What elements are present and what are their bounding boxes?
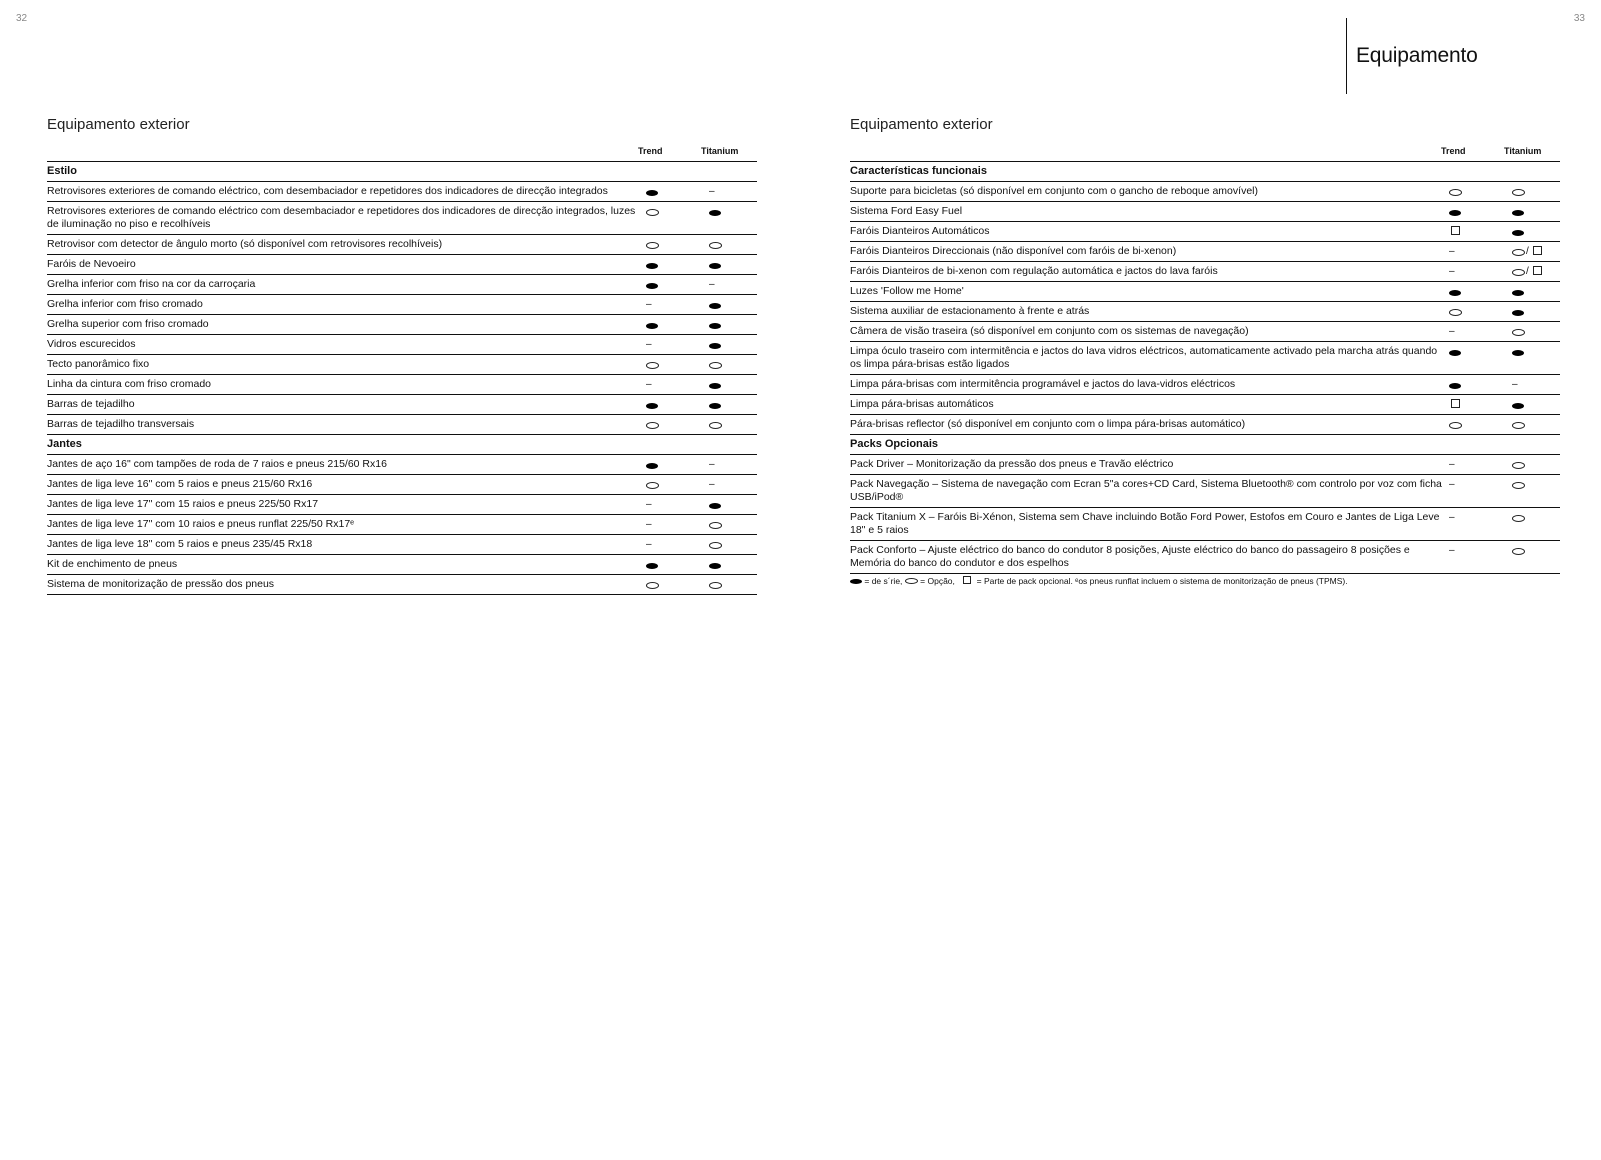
separator: / [1526, 266, 1529, 277]
outline-oval-icon [646, 422, 659, 429]
table-row [47, 255, 757, 275]
section-title: Equipamento exterior [850, 116, 993, 133]
table-row [850, 322, 1560, 342]
not-available-dash: – [646, 499, 652, 510]
equipment-table [47, 161, 757, 595]
not-available-dash: – [1449, 479, 1455, 490]
feature-label: Sistema auxiliar de estacionamento à frente e atrás [850, 302, 1448, 322]
titanium-availability [708, 395, 757, 415]
titanium-availability [708, 515, 757, 535]
table-row [850, 262, 1560, 282]
titanium-availability [708, 415, 757, 435]
table-row [47, 535, 757, 555]
trend-availability [1448, 222, 1511, 242]
page-number-right: 33 [1573, 13, 1585, 24]
filled-oval-icon [1512, 210, 1524, 216]
titanium-availability [1511, 242, 1560, 262]
table-row [47, 235, 757, 255]
outline-oval-icon [646, 209, 659, 216]
titanium-availability [1511, 322, 1560, 342]
outline-oval-icon [1512, 269, 1525, 276]
filled-oval-icon [709, 403, 721, 409]
outline-oval-icon [646, 482, 659, 489]
filled-oval-icon [646, 283, 658, 289]
feature-label: Suporte para bicicletas (só disponível em conjunto com o gancho de reboque amovível) [850, 182, 1448, 202]
titanium-availability [1511, 508, 1560, 541]
not-available-dash: – [709, 279, 715, 290]
titanium-availability [708, 202, 757, 235]
titanium-availability [708, 535, 757, 555]
feature-label: Limpa pára-brisas automáticos [850, 395, 1448, 415]
feature-label: Jantes de liga leve 17" com 10 raios e pneus runflat 225/50 Rx17ᵉ [47, 515, 645, 535]
filled-oval-icon [709, 263, 721, 269]
feature-label: Grelha inferior com friso cromado [47, 295, 645, 315]
titanium-availability [1511, 375, 1560, 395]
outline-oval-icon [1512, 249, 1525, 256]
table-row [47, 415, 757, 435]
feature-label: Faróis Dianteiros Direccionais (não disponível com faróis de bi-xenon) [850, 242, 1448, 262]
trend-availability [1448, 541, 1511, 574]
outline-oval-icon [709, 542, 722, 549]
titanium-availability [708, 555, 757, 575]
group-header-row [47, 162, 757, 182]
table-row [47, 275, 757, 295]
trend-availability [1448, 322, 1511, 342]
feature-label: Retrovisor com detector de ângulo morto (só disponível com retrovisores recolhíveis) [47, 235, 645, 255]
section-title: Equipamento exterior [47, 116, 190, 133]
filled-oval-icon [709, 563, 721, 569]
outline-oval-icon [1512, 462, 1525, 469]
feature-label: Grelha inferior com friso na cor da carroçaria [47, 275, 645, 295]
filled-oval-icon [1449, 210, 1461, 216]
chapter-title: Equipamento [1356, 44, 1478, 67]
group-header-row [850, 162, 1560, 182]
feature-label: Pára-brisas reflector (só disponível em conjunto com o limpa pára-brisas automático) [850, 415, 1448, 435]
outline-oval-icon [1512, 515, 1525, 522]
table-row [850, 282, 1560, 302]
feature-label: Jantes de liga leve 18" com 5 raios e pneus 235/45 Rx18 [47, 535, 645, 555]
filled-oval-icon [709, 323, 721, 329]
table-row [850, 202, 1560, 222]
filled-oval-icon [1512, 290, 1524, 296]
filled-oval-icon [646, 463, 658, 469]
titanium-availability [1511, 262, 1560, 282]
feature-label: Barras de tejadilho [47, 395, 645, 415]
filled-oval-icon [646, 323, 658, 329]
titanium-availability [708, 355, 757, 375]
table-row [850, 455, 1560, 475]
feature-label: Jantes de aço 16" com tampões de roda de 7 raios e pneus 215/60 Rx16 [47, 455, 645, 475]
table-row [47, 202, 757, 235]
filled-oval-icon [646, 563, 658, 569]
table-row [850, 395, 1560, 415]
trend-availability [645, 375, 708, 395]
chapter-divider [1346, 18, 1347, 94]
titanium-availability [1511, 541, 1560, 574]
filled-oval-icon [709, 343, 721, 349]
feature-label: Faróis de Nevoeiro [47, 255, 645, 275]
feature-label: Retrovisores exteriores de comando eléctrico, com desembaciador e repetidores dos indicadores de direcção integrados [47, 182, 645, 202]
trend-availability [645, 455, 708, 475]
trend-availability [1448, 302, 1511, 322]
titanium-availability [1511, 475, 1560, 508]
filled-oval-icon [646, 403, 658, 409]
trend-availability [645, 275, 708, 295]
titanium-availability [708, 375, 757, 395]
titanium-availability [708, 255, 757, 275]
group-label: Packs Opcionais [850, 435, 1560, 455]
table-row [850, 541, 1560, 574]
feature-label: Tecto panorâmico fixo [47, 355, 645, 375]
feature-label: Pack Driver – Monitorização da pressão dos pneus e Travão eléctrico [850, 455, 1448, 475]
trend-availability [1448, 282, 1511, 302]
titanium-availability [1511, 202, 1560, 222]
titanium-availability [708, 475, 757, 495]
feature-label: Limpa pára-brisas com intermitência programável e jactos do lava-vidros eléctricos [850, 375, 1448, 395]
feature-label: Jantes de liga leve 17" com 15 raios e pneus 225/50 Rx17 [47, 495, 645, 515]
titanium-availability [1511, 415, 1560, 435]
outline-oval-icon [646, 362, 659, 369]
filled-oval-icon [1449, 383, 1461, 389]
filled-oval-icon [646, 263, 658, 269]
page-number-left: 32 [16, 13, 28, 24]
feature-label: Jantes de liga leve 16" com 5 raios e pneus 215/60 Rx16 [47, 475, 645, 495]
trend-availability [645, 415, 708, 435]
group-label: Características funcionais [850, 162, 1560, 182]
not-available-dash: – [1449, 545, 1455, 556]
outline-oval-icon [1449, 422, 1462, 429]
filled-oval-icon [646, 190, 658, 196]
feature-label: Vidros escurecidos [47, 335, 645, 355]
not-available-dash: – [1449, 459, 1455, 470]
outline-oval-icon [709, 582, 722, 589]
feature-label: Faróis Dianteiros Automáticos [850, 222, 1448, 242]
column-header-titanium: Titanium [701, 146, 739, 156]
titanium-availability [1511, 455, 1560, 475]
group-header-row [850, 435, 1560, 455]
outline-oval-icon [709, 522, 722, 529]
table-row [47, 355, 757, 375]
outline-oval-icon [1512, 329, 1525, 336]
filled-oval-icon [709, 303, 721, 309]
table-row [47, 315, 757, 335]
trend-availability [645, 515, 708, 535]
titanium-availability [708, 315, 757, 335]
feature-label: Faróis Dianteiros de bi-xenon com regulação automática e jactos do lava faróis [850, 262, 1448, 282]
table-row [47, 182, 757, 202]
filled-oval-icon [709, 503, 721, 509]
trend-availability [1448, 375, 1511, 395]
filled-oval-icon [1512, 350, 1524, 356]
table-row [47, 475, 757, 495]
filled-oval-icon [1449, 290, 1461, 296]
not-available-dash: – [709, 479, 715, 490]
feature-label: Pack Titanium X – Faróis Bi-Xénon, Sistema sem Chave incluindo Botão Ford Power, Estofos em Couro e Jantes de Liga Leve 18" e 5 raios [850, 508, 1448, 541]
trend-availability [645, 335, 708, 355]
outline-oval-icon [646, 582, 659, 589]
feature-label: Grelha superior com friso cromado [47, 315, 645, 335]
outline-oval-icon [905, 578, 918, 584]
table-row [47, 335, 757, 355]
not-available-dash: – [709, 186, 715, 197]
trend-availability [645, 555, 708, 575]
outline-oval-icon [709, 362, 722, 369]
square-icon [1533, 266, 1542, 275]
not-available-dash: – [646, 539, 652, 550]
feature-label: Pack Navegação – Sistema de navegação com Ecran 5"a cores+CD Card, Sistema Bluetooth® com controlo por voz com ficha USB/iPod® [850, 475, 1448, 508]
not-available-dash: – [646, 379, 652, 390]
trend-availability [1448, 415, 1511, 435]
table-row [47, 295, 757, 315]
trend-availability [645, 255, 708, 275]
trend-availability [1448, 342, 1511, 375]
table-row [47, 575, 757, 595]
outline-oval-icon [1512, 422, 1525, 429]
not-available-dash: – [1449, 246, 1455, 257]
filled-oval-icon [709, 383, 721, 389]
trend-availability [1448, 242, 1511, 262]
trend-availability [645, 182, 708, 202]
filled-oval-icon [850, 579, 862, 584]
titanium-availability [1511, 182, 1560, 202]
trend-availability [1448, 455, 1511, 475]
trend-availability [1448, 202, 1511, 222]
filled-oval-icon [1512, 230, 1524, 236]
separator: / [1526, 246, 1529, 257]
table-row [850, 342, 1560, 375]
table-row [47, 495, 757, 515]
feature-label: Câmera de visão traseira (só disponível em conjunto com os sistemas de navegação) [850, 322, 1448, 342]
group-label: Jantes [47, 435, 757, 455]
table-row [850, 242, 1560, 262]
trend-availability [645, 295, 708, 315]
titanium-availability [1511, 222, 1560, 242]
table-row [850, 182, 1560, 202]
not-available-dash: – [1449, 326, 1455, 337]
trend-availability [645, 315, 708, 335]
square-icon [1533, 246, 1542, 255]
filled-oval-icon [709, 210, 721, 216]
trend-availability [645, 395, 708, 415]
table-row [850, 508, 1560, 541]
titanium-availability [1511, 302, 1560, 322]
table-row [47, 515, 757, 535]
legend-option-text: = Opção, [920, 576, 955, 586]
feature-label: Retrovisores exteriores de comando eléctrico com desembaciador e repetidores dos indicadores de direcção integrados, luzes de iluminação no piso e recolhíveis [47, 202, 645, 235]
titanium-availability [708, 335, 757, 355]
outline-oval-icon [1512, 482, 1525, 489]
legend-standard-text: = de s´rie, [864, 576, 903, 586]
outline-oval-icon [646, 242, 659, 249]
trend-availability [645, 235, 708, 255]
titanium-availability [708, 495, 757, 515]
outline-oval-icon [1449, 189, 1462, 196]
trend-availability [1448, 475, 1511, 508]
not-available-dash: – [1449, 266, 1455, 277]
column-header-titanium: Titanium [1504, 146, 1542, 156]
group-label: Estilo [47, 162, 757, 182]
table-row [850, 222, 1560, 242]
outline-oval-icon [1512, 548, 1525, 555]
not-available-dash: – [646, 519, 652, 530]
titanium-availability [708, 455, 757, 475]
outline-oval-icon [709, 422, 722, 429]
feature-label: Barras de tejadilho transversais [47, 415, 645, 435]
trend-availability [645, 202, 708, 235]
equipment-table [850, 161, 1560, 574]
not-available-dash: – [646, 299, 652, 310]
trend-availability [1448, 508, 1511, 541]
feature-label: Pack Conforto – Ajuste eléctrico do banco do condutor 8 posições, Ajuste eléctrico do banco do passageiro 8 posições e Memória do banco do condutor e dos espelhos [850, 541, 1448, 574]
table-row [47, 555, 757, 575]
trend-availability [1448, 262, 1511, 282]
outline-oval-icon [709, 242, 722, 249]
column-header-trend: Trend [1441, 146, 1466, 156]
feature-label: Kit de enchimento de pneus [47, 555, 645, 575]
titanium-availability [708, 575, 757, 595]
group-header-row [47, 435, 757, 455]
titanium-availability [708, 182, 757, 202]
square-icon [963, 576, 971, 584]
square-icon [1451, 226, 1460, 235]
titanium-availability [1511, 395, 1560, 415]
feature-label: Sistema Ford Easy Fuel [850, 202, 1448, 222]
table-row [850, 415, 1560, 435]
table-row [850, 302, 1560, 322]
trend-availability [645, 495, 708, 515]
legend-pack-text: = Parte de pack opcional. ᵉos pneus runflat incluem o sistema de monitorização de pneus (TPMS). [976, 576, 1348, 586]
not-available-dash: – [709, 459, 715, 470]
outline-oval-icon [1449, 309, 1462, 316]
trend-availability [1448, 182, 1511, 202]
outline-oval-icon [1512, 189, 1525, 196]
table-row [47, 455, 757, 475]
filled-oval-icon [1512, 310, 1524, 316]
legend [850, 576, 1348, 586]
table-row [850, 475, 1560, 508]
titanium-availability [1511, 282, 1560, 302]
table-row [850, 375, 1560, 395]
titanium-availability [708, 275, 757, 295]
titanium-availability [1511, 342, 1560, 375]
feature-label: Linha da cintura com friso cromado [47, 375, 645, 395]
feature-label: Luzes 'Follow me Home' [850, 282, 1448, 302]
trend-availability [645, 355, 708, 375]
not-available-dash: – [1449, 512, 1455, 523]
not-available-dash: – [1512, 379, 1518, 390]
table-row [47, 375, 757, 395]
table-row [47, 395, 757, 415]
titanium-availability [708, 295, 757, 315]
column-header-trend: Trend [638, 146, 663, 156]
trend-availability [645, 575, 708, 595]
trend-availability [1448, 395, 1511, 415]
trend-availability [645, 475, 708, 495]
not-available-dash: – [646, 339, 652, 350]
filled-oval-icon [1449, 350, 1461, 356]
feature-label: Limpa óculo traseiro com intermitência e jactos do lava vidros eléctricos, automaticamente activado pela marcha atrás quando os limpa pára-brisas estão ligados [850, 342, 1448, 375]
trend-availability [645, 535, 708, 555]
square-icon [1451, 399, 1460, 408]
feature-label: Sistema de monitorização de pressão dos pneus [47, 575, 645, 595]
filled-oval-icon [1512, 403, 1524, 409]
titanium-availability [708, 235, 757, 255]
